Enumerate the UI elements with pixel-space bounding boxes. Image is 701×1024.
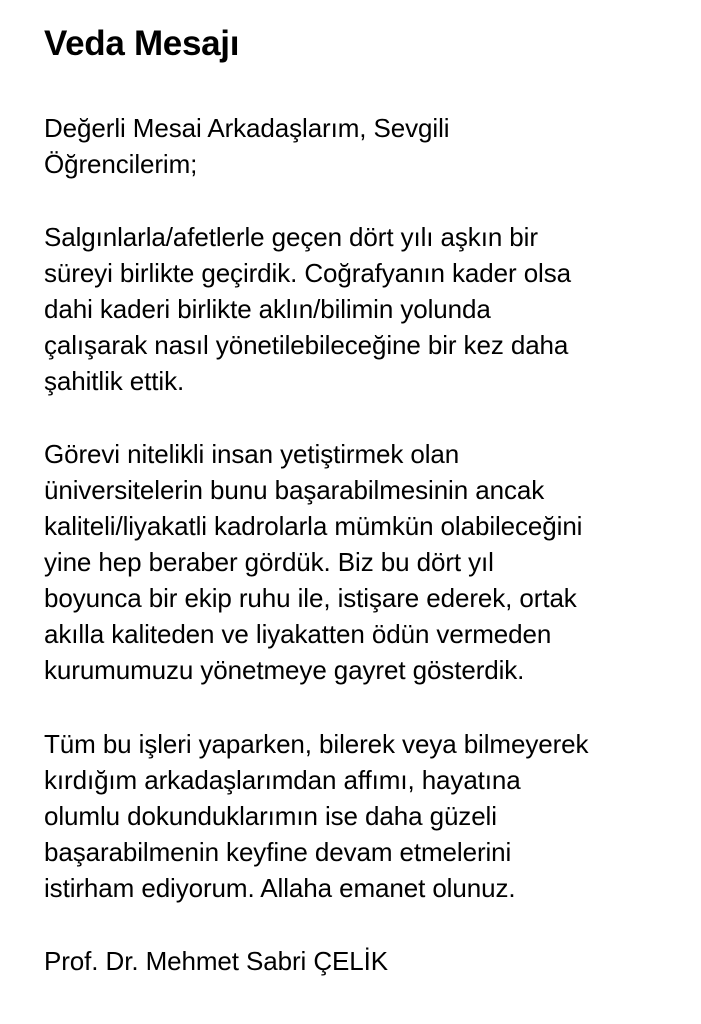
paragraph-3-line: olumlu dokunduklarımın ise daha güzeli <box>44 801 497 831</box>
paragraph-2-line: Görevi nitelikli insan yetiştirmek olan <box>44 439 460 469</box>
paragraph-3-line: kırdığım arkadaşlarımdan affımı, hayatına <box>44 765 521 795</box>
signature: Prof. Dr. Mehmet Sabri ÇELİK <box>44 946 388 976</box>
paragraph-3-line: başarabilmenin keyfine devam etmelerini <box>44 837 512 867</box>
paragraph-3-line: istirham ediyorum. Allaha emanet olunuz. <box>44 873 516 903</box>
paragraph-2-line: yine hep beraber gördük. Biz bu dört yıl <box>44 547 494 577</box>
paragraph-2-line: boyunca bir ekip ruhu ile, istişare ederek, ortak <box>44 583 577 613</box>
paragraph-1-line: şahitlik ettik. <box>44 366 185 396</box>
paragraph-1-line: çalışarak nasıl yönetilebileceğine bir kez daha <box>44 330 569 360</box>
paragraph-2-line: üniversitelerin bunu başarabilmesinin ancak <box>44 475 545 505</box>
document-title: Veda Mesajı <box>44 24 240 63</box>
paragraph-3-line: Tüm bu işleri yaparken, bilerek veya bilmeyerek <box>44 729 589 759</box>
paragraph-2-line: kurumumuzu yönetmeye gayret gösterdik. <box>44 655 525 685</box>
paragraph-1-line: süreyi birlikte geçirdik. Coğrafyanın kader olsa <box>44 258 571 288</box>
paragraph-2-line: akılla kaliteden ve liyakatten ödün vermeden <box>44 619 552 649</box>
greeting-line: Öğrencilerim; <box>44 149 198 179</box>
paragraph-1-line: dahi kaderi birlikte aklın/bilimin yolunda <box>44 294 491 324</box>
paragraph-1-line: Salgınlarla/afetlerle geçen dört yılı aşkın bir <box>44 222 538 252</box>
paragraph-2-line: kaliteli/liyakatli kadrolarla mümkün olabileceğini <box>44 511 583 541</box>
greeting-line: Değerli Mesai Arkadaşlarım, Sevgili <box>44 113 450 143</box>
